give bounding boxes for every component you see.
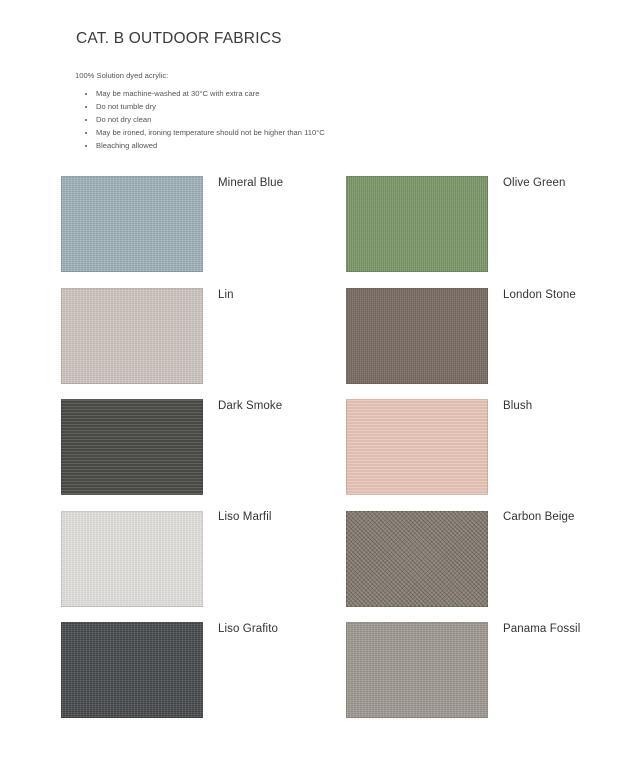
swatch-name-lin: Lin	[218, 289, 234, 301]
swatch-name-panama-fossil: Panama Fossil	[503, 623, 581, 635]
care-item: • May be ironed, ironing temperature should not be higher than 110°C	[96, 126, 325, 139]
care-item: • May be machine-washed at 30°C with extra care	[96, 87, 325, 100]
swatch-lin	[61, 288, 203, 384]
swatch-panama-fossil	[346, 622, 488, 718]
swatch-dark-smoke	[61, 399, 203, 495]
swatch-liso-grafito	[61, 622, 203, 718]
swatch-name-blush: Blush	[503, 400, 533, 412]
swatch-carbon-beige	[346, 511, 488, 607]
swatch-blush	[346, 399, 488, 495]
page-title: CAT. B OUTDOOR FABRICS	[76, 30, 282, 47]
swatch-mineral-blue	[61, 176, 203, 272]
swatch-name-london-stone: London Stone	[503, 289, 576, 301]
swatch-name-olive-green: Olive Green	[503, 177, 566, 189]
swatch-olive-green	[346, 176, 488, 272]
care-item: • Do not dry clean	[96, 113, 325, 126]
swatch-name-mineral-blue: Mineral Blue	[218, 177, 284, 189]
swatch-name-liso-grafito: Liso Grafito	[218, 623, 279, 635]
swatch-name-dark-smoke: Dark Smoke	[218, 400, 283, 412]
care-item: • Bleaching allowed	[96, 139, 325, 152]
swatch-name-liso-marfil: Liso Marfil	[218, 511, 272, 523]
swatch-liso-marfil	[61, 511, 203, 607]
swatch-london-stone	[346, 288, 488, 384]
material-description: 100% Solution dyed acrylic:	[75, 71, 169, 80]
swatch-name-carbon-beige: Carbon Beige	[503, 511, 575, 523]
care-instructions-list	[80, 87, 325, 152]
care-item: • Do not tumble dry	[96, 100, 325, 113]
